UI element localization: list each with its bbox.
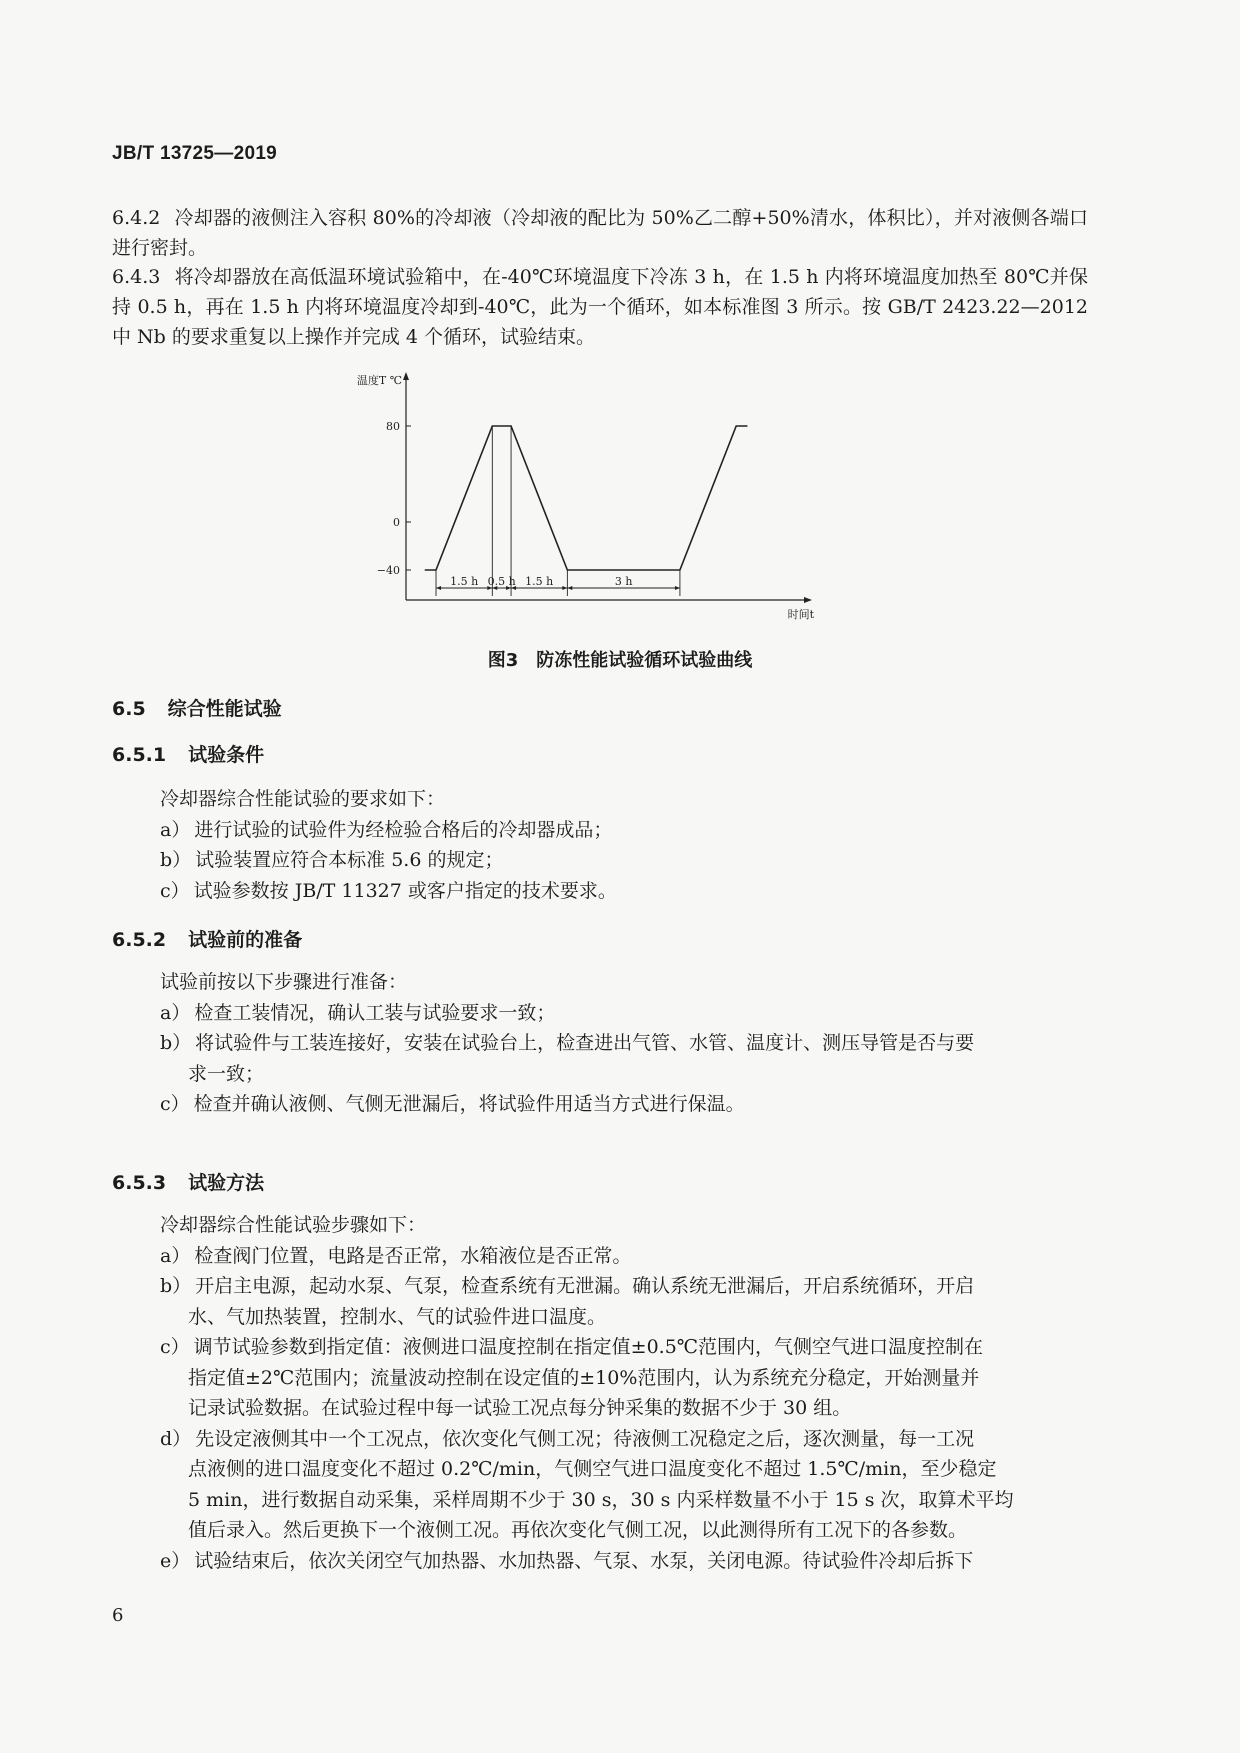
list-item	[160, 1546, 1088, 1577]
interval-arrow-left	[567, 586, 572, 590]
section-title: 试验条件	[188, 744, 265, 766]
item-text-continued: 求一致；	[188, 1062, 265, 1085]
item-text-continued: 值后录入。然后更换下一个液侧工况。再依次变化气侧工况，以此测得所有工况下的各参数。	[188, 1519, 968, 1541]
clause-6-4-2	[112, 203, 1088, 263]
section-number: 6.5.2	[112, 929, 167, 951]
clause-text: 冷却器的液侧注入容积 80%的冷却液（冷却液的配比为 50%乙二醇+50%清水，体积比），并对液侧各端口进行密封。	[112, 207, 1088, 259]
item-text: 检查并确认液侧、气侧无泄漏后，将试验件用适当方式进行保温。	[193, 1093, 745, 1115]
list-item	[160, 1241, 1088, 1272]
interval-label: 1.5 h	[450, 575, 479, 588]
list-item	[160, 876, 1088, 907]
item-text: 试验参数按 JB/T 11327 或客户指定的技术要求。	[193, 879, 617, 902]
intro-text: 试验前按以下步骤进行准备：	[160, 971, 408, 993]
section-6-5-2-body	[160, 967, 1088, 1120]
item-label: d）	[160, 1427, 192, 1450]
interval-label: 0.5 h	[487, 575, 516, 588]
interval-arrow-right	[675, 586, 680, 590]
list-item	[160, 845, 1088, 876]
y-axis-arrow	[403, 372, 409, 380]
list-item	[160, 815, 1088, 846]
item-text: 进行试验的试验件为经检验合格后的冷却器成品；	[194, 818, 613, 841]
item-label: c）	[160, 1336, 190, 1358]
section-title: 试验前的准备	[188, 929, 303, 951]
y-tick-label: −40	[376, 564, 400, 577]
item-label: c）	[160, 1093, 190, 1115]
section-title: 试验方法	[188, 1172, 265, 1194]
list-item	[160, 1424, 1088, 1546]
figure-number: 图3	[487, 650, 519, 671]
figure-caption	[0, 646, 1240, 672]
section-number: 6.5	[112, 698, 146, 720]
intro-text: 冷却器综合性能试验步骤如下：	[160, 1214, 427, 1236]
list-item	[160, 998, 1088, 1029]
section-6-5-heading	[112, 694, 282, 721]
list-item	[160, 1271, 1088, 1332]
interval-arrow-right	[562, 586, 567, 590]
item-label: a）	[160, 1244, 191, 1267]
chart-svg	[356, 368, 910, 638]
item-text-continued: 指定值±2℃范围内；流量波动控制在设定值的±10%范围内，认为系统充分稳定，开始测量并	[188, 1366, 980, 1389]
item-label: c）	[160, 879, 190, 902]
item-label: b）	[160, 849, 192, 871]
item-label: e）	[160, 1549, 191, 1572]
clause-number: 6.4.3	[112, 266, 161, 288]
item-text: 开启主电源，起动水泵、气泵，检查系统有无泄漏。确认系统无泄漏后，开启系统循环，开启	[195, 1275, 975, 1297]
item-label: a）	[160, 818, 191, 841]
item-text: 检查阀门位置，电路是否正常，水箱液位是否正常。	[194, 1244, 632, 1267]
standard-number-header: JB/T 13725—2019	[112, 143, 278, 164]
item-text: 调节试验参数到指定值：液侧进口温度控制在指定值±0.5℃范围内，气侧空气进口温度控制在	[193, 1336, 984, 1358]
figure-title: 防冻性能试验循环试验曲线	[536, 650, 753, 671]
y-axis-label: 温度T ℃	[356, 374, 402, 387]
intro-text: 冷却器综合性能试验的要求如下：	[160, 788, 446, 810]
item-label: b）	[160, 1032, 192, 1054]
list-item	[160, 1028, 1088, 1089]
clause-number: 6.4.2	[112, 207, 161, 229]
temperature-cycle-chart	[356, 368, 910, 638]
y-tick-label: 0	[393, 516, 400, 529]
x-axis-label: 时间t	[787, 608, 814, 621]
section-6-5-2-heading	[112, 925, 302, 952]
interval-label: 3 h	[614, 575, 633, 588]
item-text: 试验结束后，依次关闭空气加热器、水加热器、气泵、水泵，关闭电源。待试验件冷却后拆下	[194, 1549, 974, 1572]
item-text-continued: 5 min，进行数据自动采集，采样周期不少于 30 s，30 s 内采样数量不小于 15 s 次，取算术平均	[188, 1488, 1014, 1511]
temperature-series-line	[425, 426, 748, 570]
section-number: 6.5.3	[112, 1172, 167, 1194]
item-label: b）	[160, 1275, 192, 1297]
section-6-5-1-body	[160, 784, 1088, 906]
section-6-5-3-heading	[112, 1168, 264, 1195]
item-text: 试验装置应符合本标准 5.6 的规定；	[195, 849, 504, 871]
x-axis-arrow	[804, 597, 812, 603]
section-title: 综合性能试验	[167, 698, 282, 720]
section-number: 6.5.1	[112, 744, 167, 766]
clause-text: 将冷却器放在高低温环境试验箱中，在-40℃环境温度下冷冻 3 h，在 1.5 h 内将环境温度加热至 80℃并保持 0.5 h，再在 1.5 h 内将环境温度冷却到-40℃，此为一个循环，如本标准图 3 所示。按 GB/T 2423.22—2012 中 Nb 的要求重复以上操作并完成 4 个循环，试验结束。	[112, 266, 1088, 348]
item-text-continued: 点液侧的进口温度变化不超过 0.2℃/min，气侧空气进口温度变化不超过 1.5℃/min，至少稳定	[188, 1458, 997, 1480]
section-6-5-3-body	[160, 1210, 1088, 1576]
y-tick-label: 80	[386, 420, 400, 433]
item-text-continued: 记录试验数据。在试验过程中每一试验工况点每分钟采集的数据不少于 30 组。	[188, 1397, 852, 1419]
list-item	[160, 1089, 1088, 1120]
page-number: 6	[112, 1605, 124, 1626]
item-text: 将试验件与工装连接好，安装在试验台上，检查进出气管、水管、温度计、测压导管是否与要	[195, 1032, 975, 1054]
item-text-continued: 水、气加热装置，控制水、气的试验件进口温度。	[188, 1305, 607, 1328]
interval-label: 1.5 h	[525, 575, 554, 588]
item-text: 检查工装情况，确认工装与试验要求一致；	[194, 1001, 556, 1024]
clause-6-4-3	[112, 262, 1088, 352]
interval-arrow-left	[436, 586, 441, 590]
item-label: a）	[160, 1001, 191, 1024]
list-item	[160, 1332, 1088, 1424]
item-text: 先设定液侧其中一个工况点，依次变化气侧工况；待液侧工况稳定之后，逐次测量，每一工况	[195, 1427, 975, 1450]
section-6-5-1-heading	[112, 740, 264, 767]
